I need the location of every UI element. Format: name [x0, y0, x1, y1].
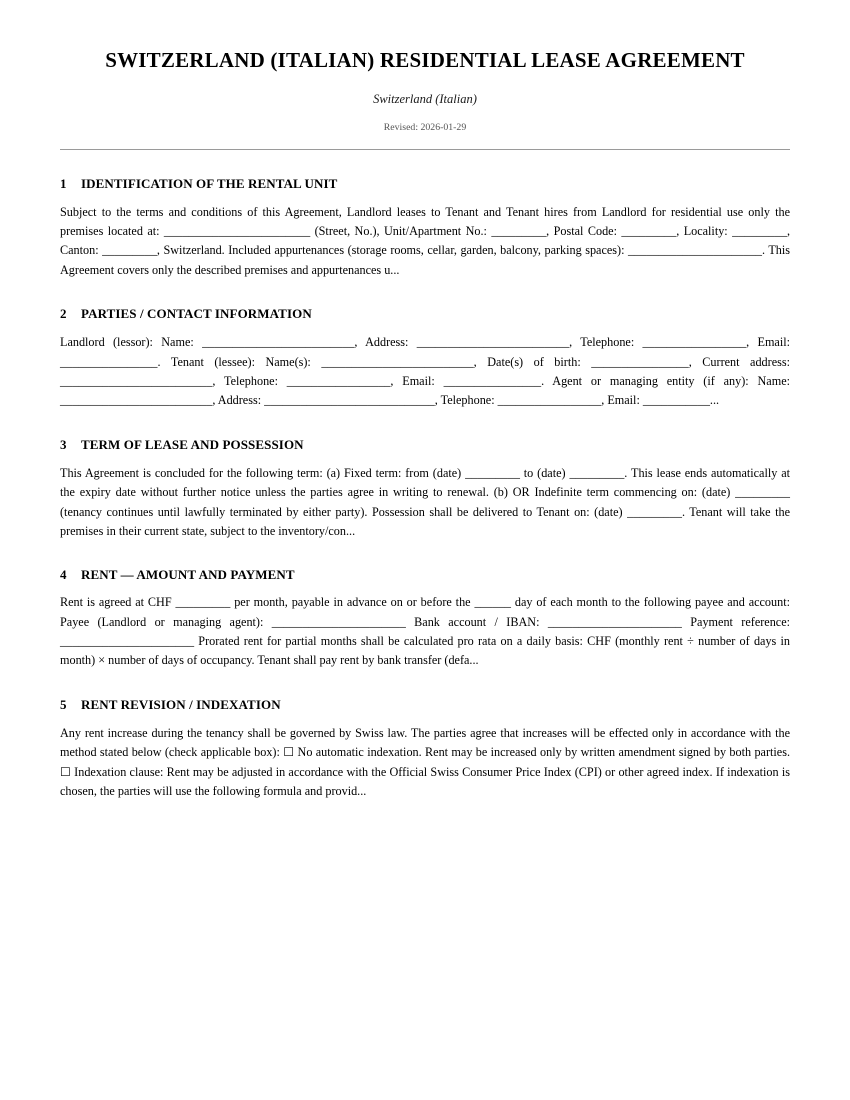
- section-5-body: Any rent increase during the tenancy shall be governed by Swiss law. The parties agree that increases will be effected only in accordance with the method stated below (check applicable box): ☐ No automatic indexation. Rent may be increased only by written amendment signed by both parties. ☐ Indexation clause: Rent may be adjusted in accordance with the Official Swiss Consumer Price Index (CPI) or other agreed index. If indexation is chosen, the parties will use the following formula and provid...: [60, 725, 790, 799]
- section-1-title: IDENTIFICATION OF THE RENTAL UNIT: [81, 175, 338, 191]
- section-2-number: 2: [60, 306, 67, 322]
- section-1: [60, 150, 790, 281]
- section-4-heading: [60, 541, 790, 583]
- section-1-body: Subject to the terms and conditions of this Agreement, Landlord leases to Tenant and Tenant hires from Landlord for residential use only the premises located at: ________________________ (Street, No.), Unit/Apartment No.: _________, Postal Code: _________, Locality: _________, Canton: _________, Switzerland. Included appurtenances (storage rooms, cellar, garden, balcony, parking spaces): ______________________. This Agreement covers only the described premises and appurtenances u...: [60, 204, 790, 277]
- section-3-number: 3: [60, 436, 67, 452]
- section-2-body: Landlord (lessor): Name: _________________________, Address: _________________________, Telephone: _________________, Email: ________________. Tenant (lessee): Name(s): _________________________, Date(s) of birth: ________________, Current address: _________________________, Telephone: _________________, Email: ________________. Agent or managing entity (if any): Name: _________________________, Address: ____________________________, Telephone: _________________, Email: ___________...: [60, 335, 790, 408]
- section-5-title: RENT REVISION / INDEXATION: [81, 696, 281, 712]
- section-3-body: This Agreement is concluded for the following term: (a) Fixed term: from (date) _________ to (date) _________. This lease ends automatically at the expiry date without further notice unless the parties agree in writing to renewal. (b) OR Indefinite term commencing on: (date) _________ (tenancy continues until lawfully terminated by either party). Possession shall be delivered to Tenant on: (date) _________. Tenant will take the premises in their current state, subject to the inventory/con...: [60, 465, 790, 538]
- section-4-number: 4: [60, 567, 67, 583]
- section-1-heading: [60, 150, 790, 192]
- section-4: [60, 541, 790, 671]
- section-2: [60, 280, 790, 411]
- section-3: [60, 411, 790, 542]
- section-5: [60, 671, 790, 802]
- document-subtitle: Switzerland (Italian): [373, 91, 477, 106]
- section-3-heading: [60, 411, 790, 453]
- section-2-heading: [60, 280, 790, 322]
- section-5-heading: [60, 671, 790, 713]
- document-revised-date: Revised: 2026-01-29: [383, 121, 467, 133]
- section-4-body: Rent is agreed at CHF _________ per month, payable in advance on or before the ______ day of each month to the following payee and account: Payee (Landlord or managing agent): ______________________ Bank account / IBAN: ______________________ Payment reference: ______________________ Prorated rent for partial months shall be calculated pro rata on a daily basis: CHF (monthly rent ÷ number of days in month) × number of days of occupancy. Tenant shall pay rent by bank transfer (defa...: [60, 595, 790, 668]
- page-title: SWITZERLAND (ITALIAN) RESIDENTIAL LEASE AGREEMENT: [105, 48, 745, 72]
- section-4-title: RENT — AMOUNT AND PAYMENT: [81, 567, 295, 583]
- section-3-title: TERM OF LEASE AND POSSESSION: [81, 436, 304, 452]
- section-2-title: PARTIES / CONTACT INFORMATION: [81, 306, 312, 322]
- section-1-number: 1: [60, 175, 67, 191]
- section-5-number: 5: [60, 696, 67, 712]
